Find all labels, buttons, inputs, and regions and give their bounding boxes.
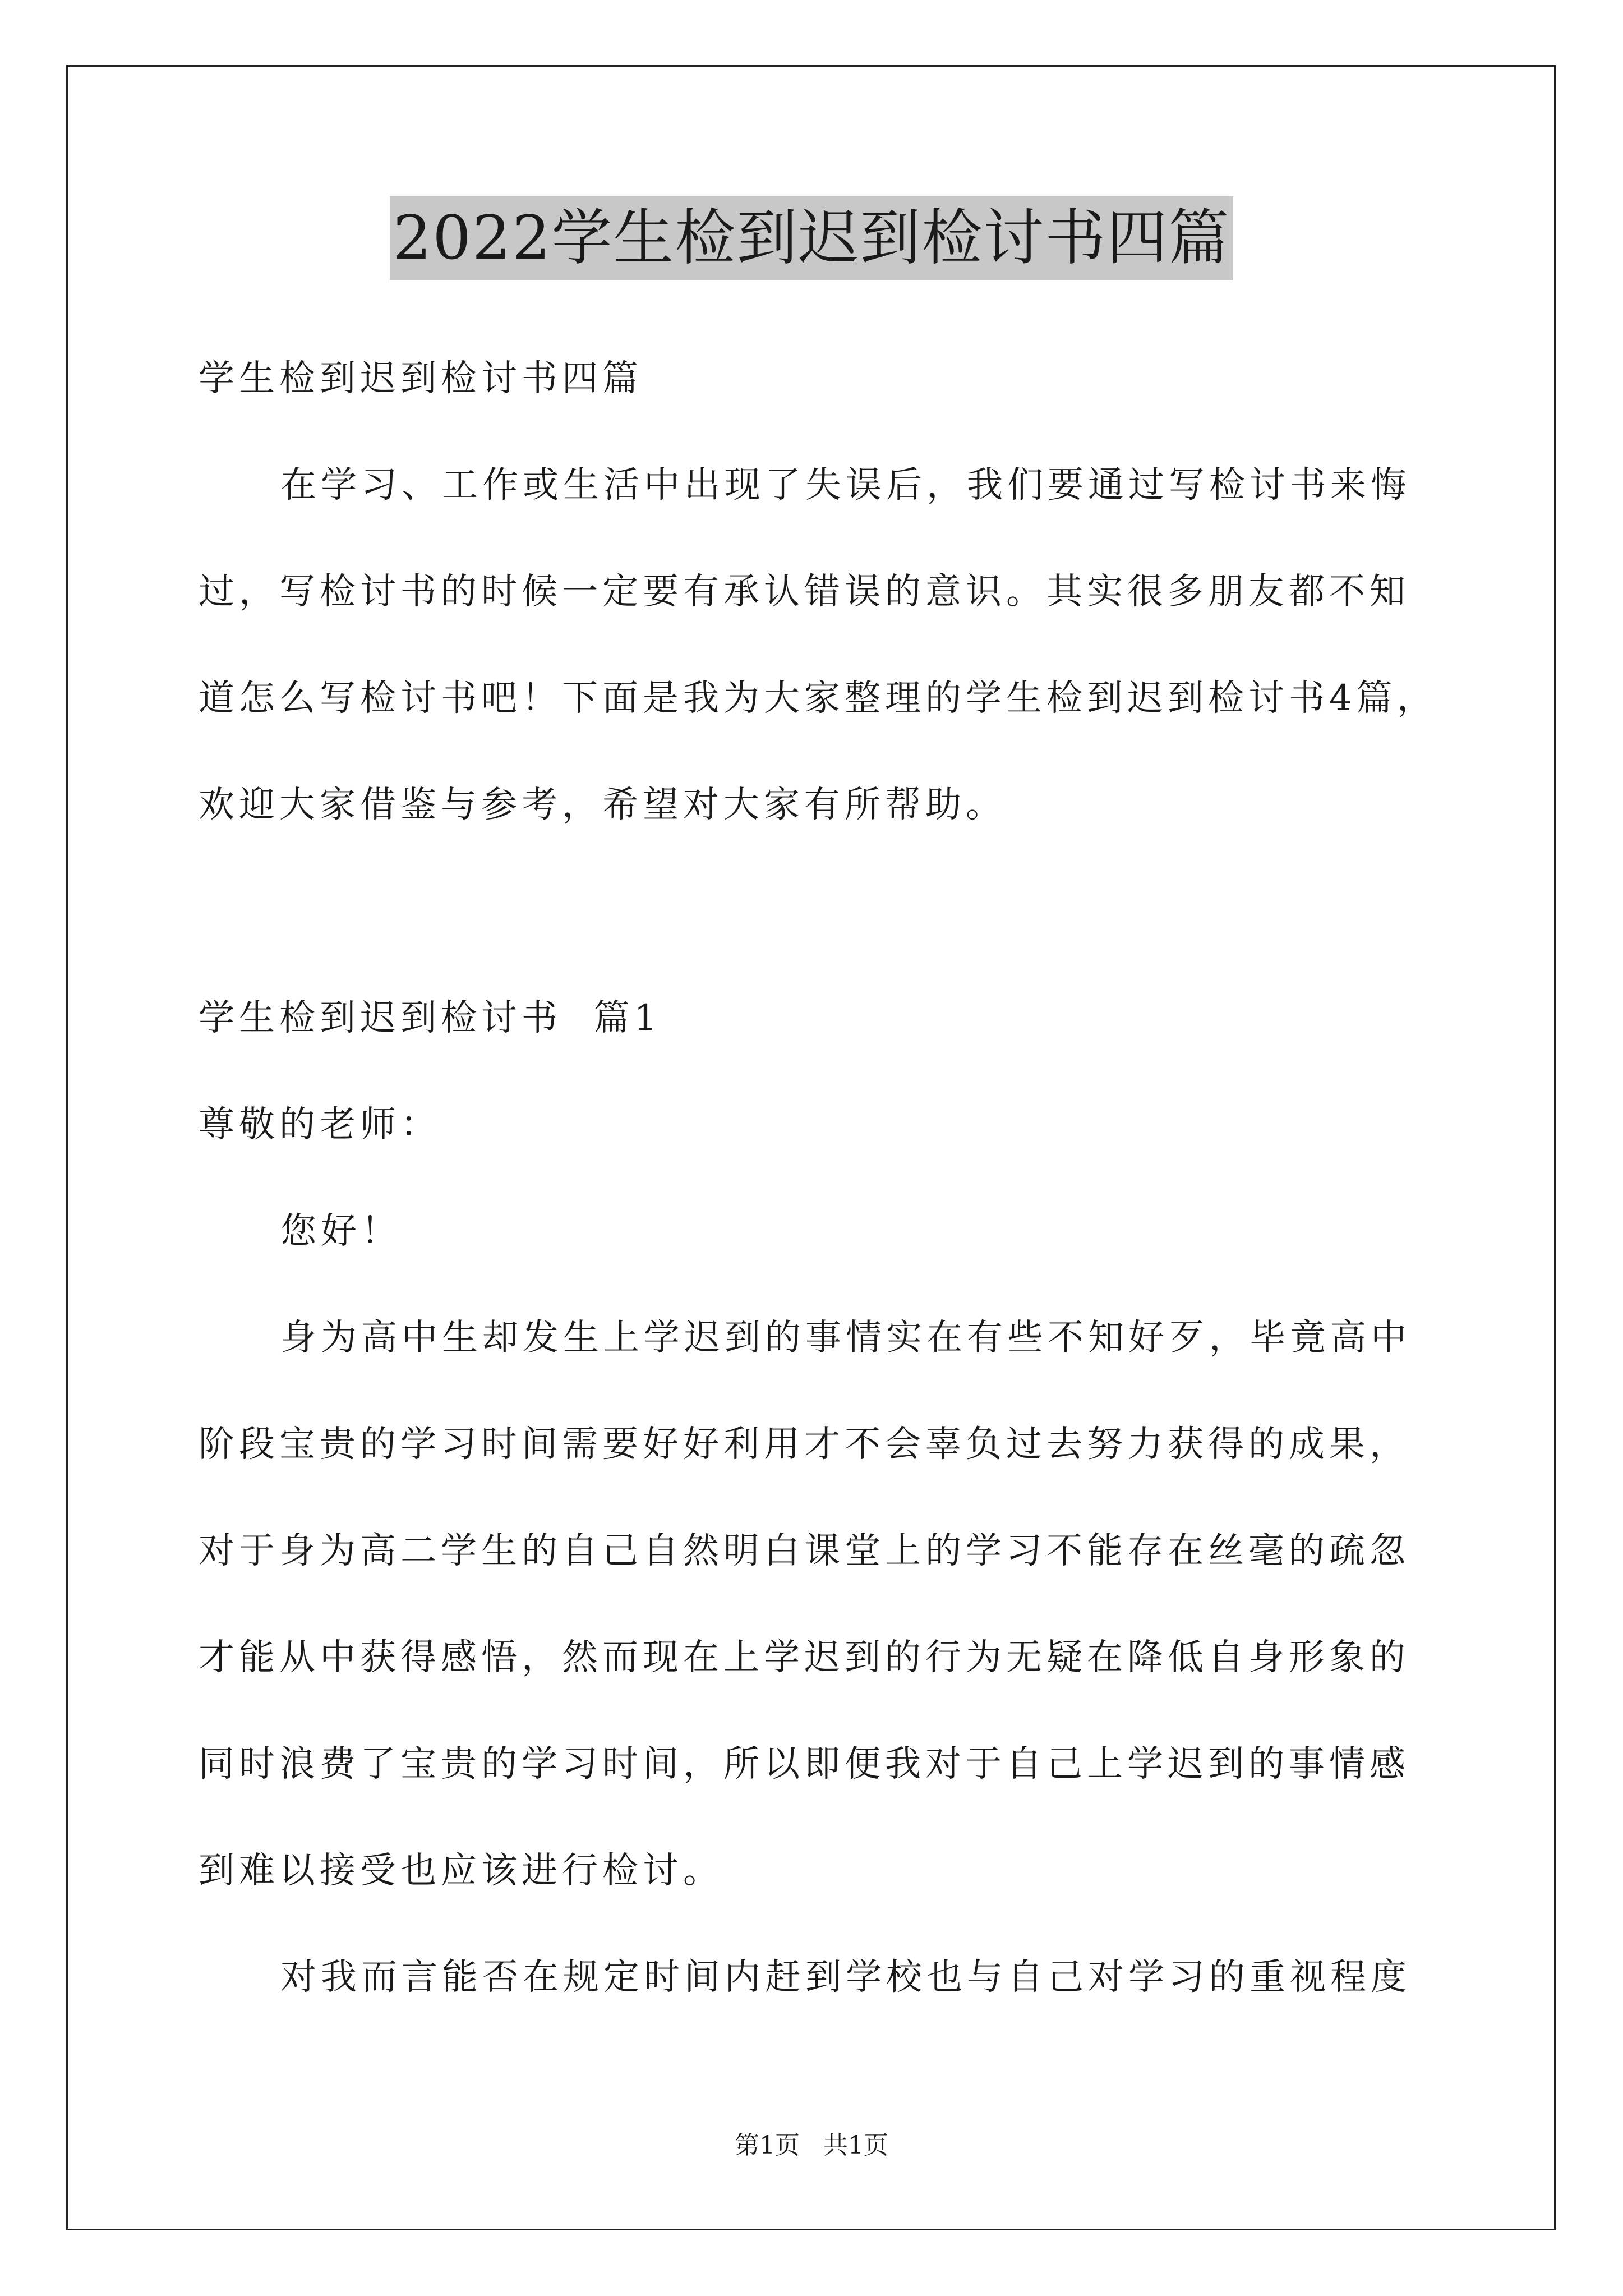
page-title: 2022学生检到迟到检讨书四篇 xyxy=(390,196,1234,280)
intro-line: 欢迎大家借鉴与参考，希望对大家有所帮助。 xyxy=(199,784,1006,826)
paragraph-line: 对我而言能否在规定时间内赶到学校也与自己对学习的重视程度 xyxy=(280,1957,1411,1998)
page-total: 共1页 xyxy=(823,2131,888,2160)
paragraph-line: 身为高中生却发生上学迟到的事情实在有些不知好歹，毕竟高中 xyxy=(280,1317,1411,1359)
page-footer xyxy=(0,2129,1623,2162)
subtitle: 学生检到迟到检讨书四篇 xyxy=(199,358,643,399)
intro-line: 道怎么写检讨书吧！下面是我为大家整理的学生检到迟到检讨书4篇， xyxy=(199,678,1437,719)
paragraph-line: 阶段宝贵的学习时间需要好好利用才不会辜负过去努力获得的成果， xyxy=(199,1424,1410,1465)
page-number: 第1页 xyxy=(735,2131,800,2160)
paragraph-line: 对于身为高二学生的自己自然明白课堂上的学习不能存在丝毫的疏忽 xyxy=(199,1530,1410,1572)
title-container xyxy=(0,196,1623,280)
salutation: 尊敬的老师： xyxy=(199,1104,441,1145)
intro-line: 过，写检讨书的时候一定要有承认错误的意识。其实很多朋友都不知 xyxy=(199,571,1410,613)
paragraph-line: 才能从中获得感悟，然而现在上学迟到的行为无疑在降低自身形象的 xyxy=(199,1637,1410,1678)
greeting: 您好！ xyxy=(280,1211,402,1252)
intro-line: 在学习、工作或生活中出现了失误后，我们要通过写检讨书来悔 xyxy=(280,464,1411,506)
section-heading: 学生检到迟到检讨书 篇1 xyxy=(199,997,662,1039)
paragraph-line: 到难以接受也应该进行检讨。 xyxy=(199,1850,723,1892)
paragraph-line: 同时浪费了宝贵的学习时间，所以即便我对于自己上学迟到的事情感 xyxy=(199,1743,1410,1785)
